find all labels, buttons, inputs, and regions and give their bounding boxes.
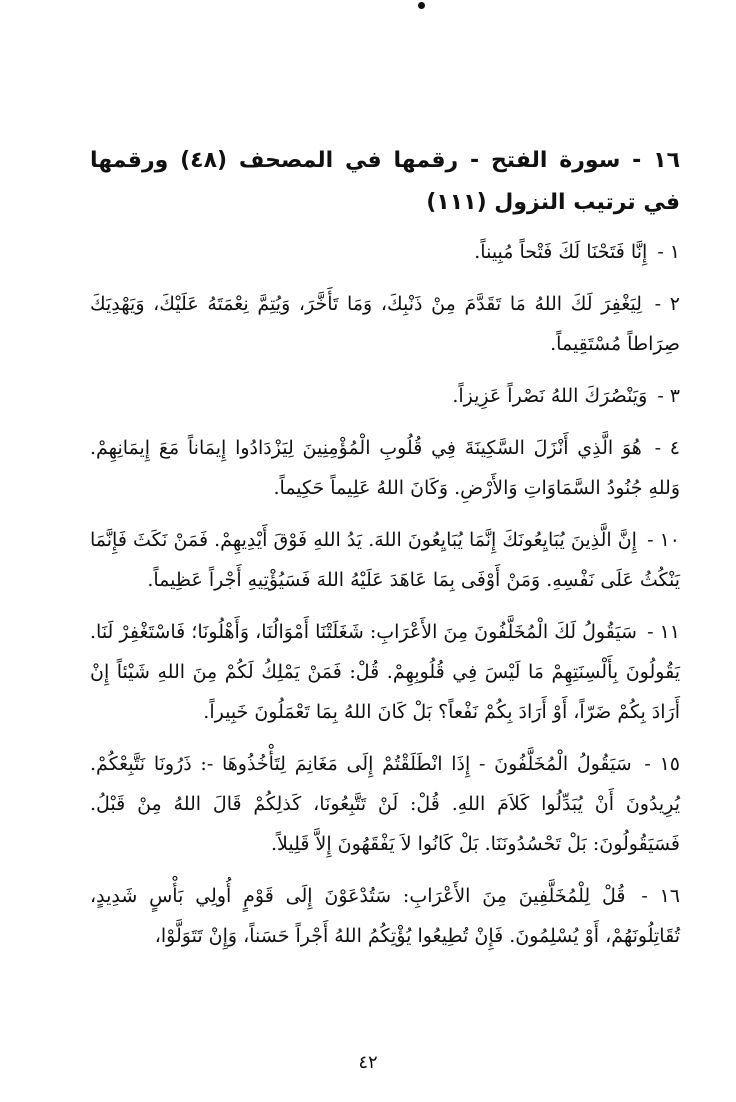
verse-text: هُوَ الَّذِي أَنْزَلَ السَّكِينَةَ فِي قُلُوبِ الْمُؤْمِنِينَ لِيَزْدَادُوا إِيمَاناً مَعَ إِيمَانِهِمْ. وَللهِ جُنُودُ السَّمَاوَاتِ وَالأَرْضِ. وَكَانَ اللهُ عَلِيماً حَكِيماً. (90, 437, 680, 499)
chapter-heading (90, 140, 680, 224)
page-content (90, 140, 680, 968)
verse-2 (90, 284, 680, 364)
verse-text: وَيَنْصُرَكَ اللهُ نَصْراً عَزِيزاً. (452, 385, 648, 407)
verse-number: ١٥ - (644, 753, 680, 775)
verse-10 (90, 520, 680, 600)
verse-number: ٢ - (654, 293, 680, 315)
verse-number: ١٠ - (647, 529, 680, 551)
verse-text: إِنَّا فَتَحْنَا لَكَ فَتْحاً مُبِيناً. (474, 241, 648, 263)
verse-11 (90, 612, 680, 732)
verse-number: ١ - (657, 241, 680, 263)
verse-text: قُلْ لِلْمُخَلَّفِينَ مِنَ الأَعْرَابِ: سَتُدْعَوْنَ إِلَى قَوْمٍ أُولِي بَأْسٍ شَدِيدٍ، تُقَاتِلُونَهُمْ، أَوْ يُسْلِمُونَ. فَإِنْ تُطِيعُوا يُؤْتِكُمُ اللهُ أَجْراً حَسَناً، وَإِنْ تَتَوَلَّوْا، (90, 885, 680, 947)
verse-text: سَيَقُولُ الْمُخَلَّفُونَ - إِذَا انْطَلَقْتُمْ إِلَى مَغَانِمَ لِتَأْخُذُوهَا -: ذَرُونَا نَتَّبِعْكُمْ. يُرِيدُونَ أَنْ يُبَدِّلُوا كَلاَمَ اللهِ. قُلْ: لَنْ تَتَّبِعُونَا، كَذلِكُمْ قَالَ اللهُ مِنْ قَبْلُ. فَسَيَقُولُونَ: بَلْ تَحْسُدُونَنَا. بَلْ كَانُوا لاَ يَفْقَهُونَ إِلاَّ قَلِيلاً. (90, 753, 680, 855)
verse-3 (90, 376, 680, 416)
verse-number: ٣ - (657, 385, 680, 407)
verse-number: ٤ - (654, 437, 680, 459)
verse-15 (90, 744, 680, 864)
heading-line-2: النزول (١١١) (426, 190, 566, 215)
verse-number: ١١ - (647, 621, 680, 643)
verse-number: ١٦ - (641, 885, 680, 907)
heading-line-1: ١٦ - سورة الفتح - رقمها في المصحف (٤٨) ورقمها في ترتيب (90, 148, 680, 215)
verse-16 (90, 876, 680, 956)
verse-text: إِنَّ الَّذِينَ يُبَايِعُونَكَ إِنَّمَا يُبَايِعُونَ اللهَ. يَدُ اللهِ فَوْقَ أَيْدِيهِمْ. فَمَنْ نَكَثَ فَإِنَّمَا يَنْكُثُ عَلَى نَفْسِهِ. وَمَنْ أَوْفَى بِمَا عَاهَدَ عَلَيْهُ اللهَ فَسَيُؤْتِيهِ أَجْراً عَظِيماً. (90, 529, 680, 591)
verse-1 (90, 232, 680, 272)
verse-text: سَيَقُولُ لَكَ الْمُخَلَّفُونَ مِنَ الأَعْرَابِ: شَغَلَتْنَا أَمْوَالُنَا، وَأَهْلُونَا؛ فَاسْتَغْفِرْ لَنَا. يَقُولُونَ بِأَلْسِنَتِهِمْ مَا لَيْسَ فِي قُلُوبِهِمْ. قُلْ: فَمَنْ يَمْلِكُ لَكُمْ مِنَ اللهِ شَيْئاً إِنْ أَرَادَ بِكُمْ ضَرّاً، أَوْ أَرَادَ بِكُمْ نَفْعاً؟ بَلْ كَانَ اللهُ بِمَا تَعْمَلُونَ خَبِيراً. (90, 621, 680, 723)
top-dot-mark (418, 2, 425, 9)
page-number: ٤٢ (358, 1052, 378, 1073)
verse-text: لِيَغْفِرَ لَكَ اللهُ مَا تَقَدَّمَ مِنْ ذَنْبِكَ، وَمَا تَأَخَّرَ، وَيُتِمَّ نِعْمَتَهُ عَلَيْكَ، وَيَهْدِيَكَ صِرَاطاً مُسْتَقِيماً. (90, 293, 680, 355)
verse-4 (90, 428, 680, 508)
